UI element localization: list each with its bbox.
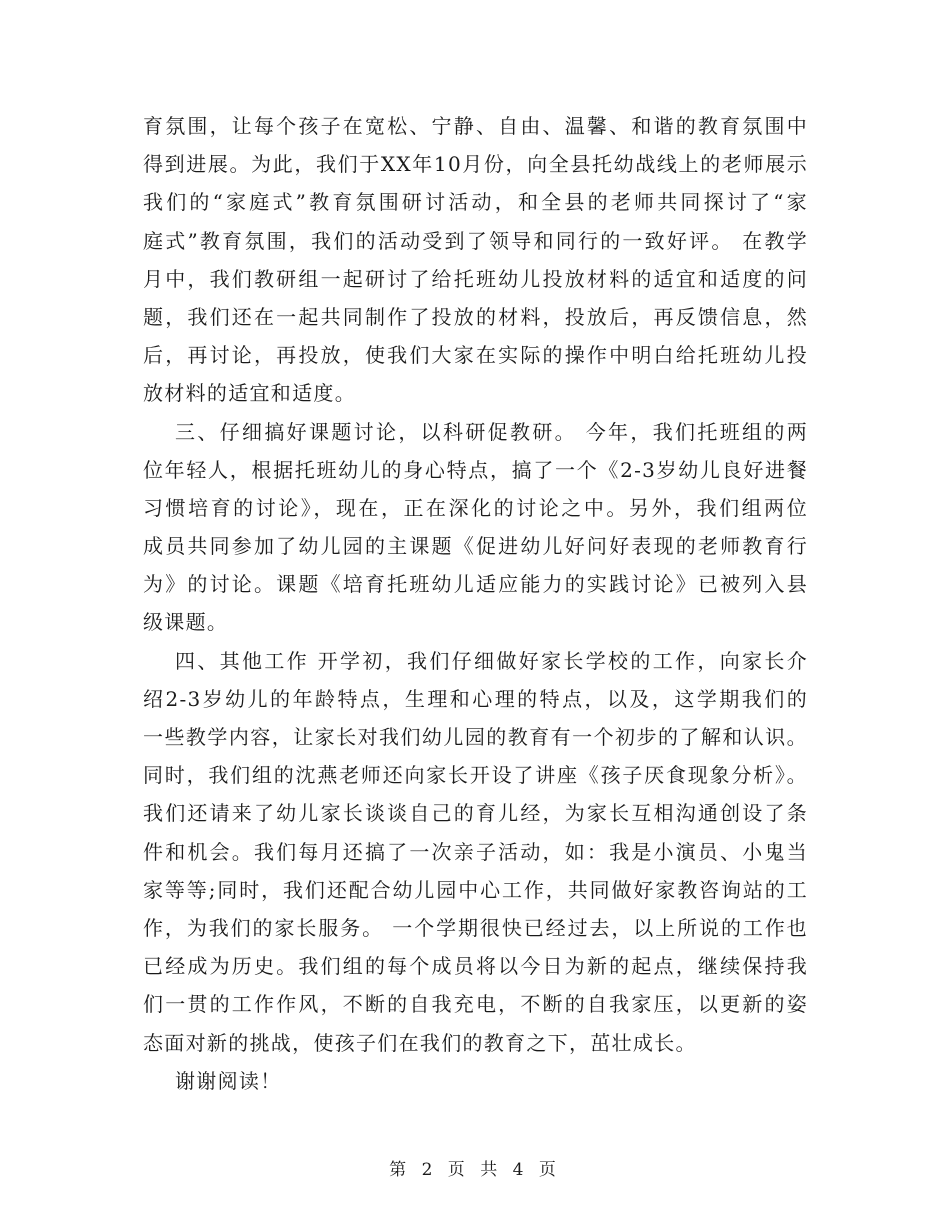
text-line: 作，为我们的家长服务。 一个学期很快已经过去，以上所说的工作也 [143,915,808,940]
text-line: 家等等;同时，我们还配合幼儿园中心工作，共同做好家教咨询站的工 [143,877,808,902]
text-line: 后，再讨论，再投放，使我们大家在实际的操作中明白给托班幼儿投 [143,343,808,368]
text-line: 为》的讨论。课题《培育托班幼儿适应能力的实践讨论》已被列入县 [143,572,808,597]
text-line: 态面对新的挑战，使孩子们在我们的教育之下，茁壮成长。 [143,1030,697,1055]
text-line: 绍2-3岁幼儿的年龄特点，生理和心理的特点，以及，这学期我们的 [143,686,808,711]
paragraph-closing [143,1062,808,1100]
closing-text: 谢谢阅读！ [175,1068,282,1093]
text-line: 三、仔细搞好课题讨论，以科研促教研。 今年，我们托班组的两 [175,419,808,444]
text-line: 庭式”教育氛围，我们的活动受到了领导和同行的一致好评。 在教学 [143,228,808,253]
text-line: 成员共同参加了幼儿园的主课题《促进幼儿好问好表现的老师教育行 [143,534,808,559]
text-line: 习惯培育的讨论》，现在，正在深化的讨论之中。另外，我们组两位 [143,495,808,520]
text-line: 已经成为历史。我们组的每个成员将以今日为新的起点，继续保持我 [143,954,808,979]
text-line: 月中，我们教研组一起研讨了给托班幼儿投放材料的适宜和适度的问 [143,266,808,291]
text-line: 我们还请来了幼儿家长谈谈自己的育儿经，为家长互相沟通创设了条 [143,801,808,826]
text-line: 四、其他工作 开学初，我们仔细做好家长学校的工作，向家长介 [175,648,808,673]
text-line: 级课题。 [143,610,229,635]
text-line: 得到进展。为此，我们于XX年10月份，向全县托幼战线上的老师展示 [143,152,808,177]
text-line: 一些教学内容，让家长对我们幼儿园的教育有一个初步的了解和认识。 [143,725,808,749]
text-line: 们一贯的工作作风，不断的自我充电，不断的自我家压，以更新的姿 [143,992,808,1017]
page-number-footer: 第 2 页 共 4 页 [389,1160,561,1180]
text-line: 件和机会。我们每月还搞了一次亲子活动，如：我是小演员、小鬼当 [143,839,808,864]
text-line: 题，我们还在一起共同制作了投放的材料，投放后，再反馈信息，然 [143,304,808,329]
text-line: 同时，我们组的沈燕老师还向家长开设了讲座《孩子厌食现象分析》。 [143,763,808,788]
text-line: 育氛围，让每个孩子在宽松、宁静、自由、温馨、和谐的教育氛围中 [143,114,808,138]
paragraph-continued [143,107,808,413]
paragraph-section-4 [143,642,808,1062]
text-line: 放材料的适宜和适度。 [143,381,356,406]
paragraph-section-3 [143,413,808,642]
text-line: 我们的“家庭式”教育氛围研讨活动，和全县的老师共同探讨了“家 [143,190,808,215]
text-line: 位年轻人，根据托班幼儿的身心特点，搞了一个《2-3岁幼儿良好进餐 [143,457,808,482]
document-body [143,107,808,1100]
